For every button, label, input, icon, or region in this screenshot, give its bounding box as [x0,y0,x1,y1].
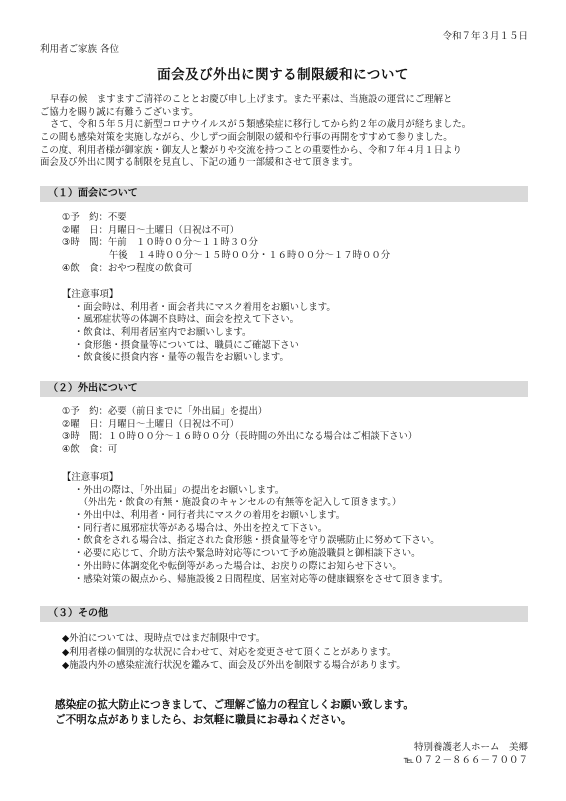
section-heading-visits: （１）面会について [40,186,528,202]
closing-line: 感染症の拡大防止につきまして、ご理解ご協力の程宜しくお願い致します。 [55,699,414,711]
facility-name: 特別養護老人ホーム 美郷 [413,742,528,753]
visit-notes [62,289,336,365]
note-item: （外出先・飲食の有無・施設食のキャンセルの有無等を記入して頂きます。） [74,497,402,509]
intro-line: さて、令和５年５月に新型コロナウイルスが５類感染症に移行してから約２年の歳月が経ちました。 [50,119,472,131]
section-heading-other: （３）その他 [40,606,528,622]
intro-paragraph [40,94,535,170]
visit-item: 午後 １４時００分～１５時００分・１６時００分～１７時００分 [62,250,391,262]
note-item: ・外出時に体調変化や転倒等があった場合は、お戻りの際にお知らせ下さい。 [74,560,402,572]
outing-item: ③時 間：１０時００分～１６時００分（長時間の外出になる場合はご相談下さい） [62,431,418,443]
intro-line: ご協力を賜り誠に有難うございます。 [40,106,199,118]
outing-item: ④飲 食：可 [62,444,118,456]
outing-notes [62,472,448,586]
note-item: ・感染対策の観点から、帰施設後２日間程度、居室対応等の健康観察をさせて頂きます。 [74,573,449,585]
note-item: ・風邪症状等の体調不良時は、面会を控えて下さい。 [74,314,300,326]
intro-line: 早春の候 ますますご清祥のこととお慶び申し上げます。また平素は、当施設の運営にご理解と [50,94,453,105]
note-item: ・同行者に風邪症状等がある場合は、外出を控えて下さい。 [74,522,328,534]
note-item: ・外出中は、利用者・同行者共にマスクの着用をお願いします。 [74,510,346,522]
note-item: ・飲食後に摂食内容・量等の報告をお願いします。 [74,352,289,364]
intro-line: この度、利用者様が御家族・御友人と繋がりや交流を持つことの重要性から、令和７年４月１日より [40,144,462,156]
facility-phone: ℡０７２－８６６－７００７ [403,755,528,767]
intro-line: この間も感染対策を実施しながら、少しずつ面会制限の緩和や行事の再開をすすめて参りました。 [40,132,453,144]
closing-line: ご不明な点がありましたら、お気軽に職員にお尋ねください。 [55,714,352,727]
visit-item: ④飲 食：おやつ程度の飲食可 [62,262,193,274]
notes-title: 【注意事項】 [62,289,119,300]
other-item: ◆外泊については、現時点ではまだ制限中です。 [62,633,266,644]
document-title: 面会及び外出に関する制限緩和について [157,67,409,83]
visit-item: ①予 約：不要 [62,212,127,223]
document-date: 令和７年３月１５日 [442,31,528,42]
note-item: ・飲食をされる場合は、指定された食形態・摂食量等を守り誤嚥防止に努めて下さい。 [74,535,440,547]
other-item: ◆施設内外の感染症流行状況を鑑みて、面会及び外出を制限する場合があります。 [62,660,406,672]
other-items [62,633,406,674]
note-item: ・外出の際は、「外出届」の提出をお願いします。 [74,484,285,496]
closing-message [55,698,414,729]
outing-item: ②曜 日：月曜日～土曜日（日祝は不可） [62,418,240,430]
outing-conditions [62,406,417,457]
other-item: ◆利用者様の個別的な状況に合わせて、対応を変更させて頂くことがあります。 [62,646,397,658]
note-item: ・食形態・摂食量等については、職員にご確認下さい [74,339,299,351]
section-heading-outings: （２）外出について [40,381,528,397]
note-item: ・必要に応じて、介助方法や緊急時対応等について予め施設職員と御相談下さい。 [74,548,421,560]
intro-line: 面会及び外出に関する制限を見直し、下記の通り一部緩和させて頂きます。 [40,157,359,169]
note-item: ・飲食は、利用者居室内でお願いします。 [74,327,252,339]
addressee: 利用者ご家族 各位 [40,44,120,55]
visit-conditions [62,212,390,275]
visit-item: ③時 間：午前 １０時００分～１１時３０分 [62,237,258,249]
visit-item: ②曜 日：月曜日～土曜日（日祝は不可） [62,224,240,236]
notes-title: 【注意事項】 [62,472,119,483]
note-item: ・面会時は、利用者・面会者共にマスク着用をお願いします。 [74,301,336,313]
outing-item: ①予 約：必要（前日までに「外出届」を提出） [62,406,268,417]
signature-block [404,741,528,768]
